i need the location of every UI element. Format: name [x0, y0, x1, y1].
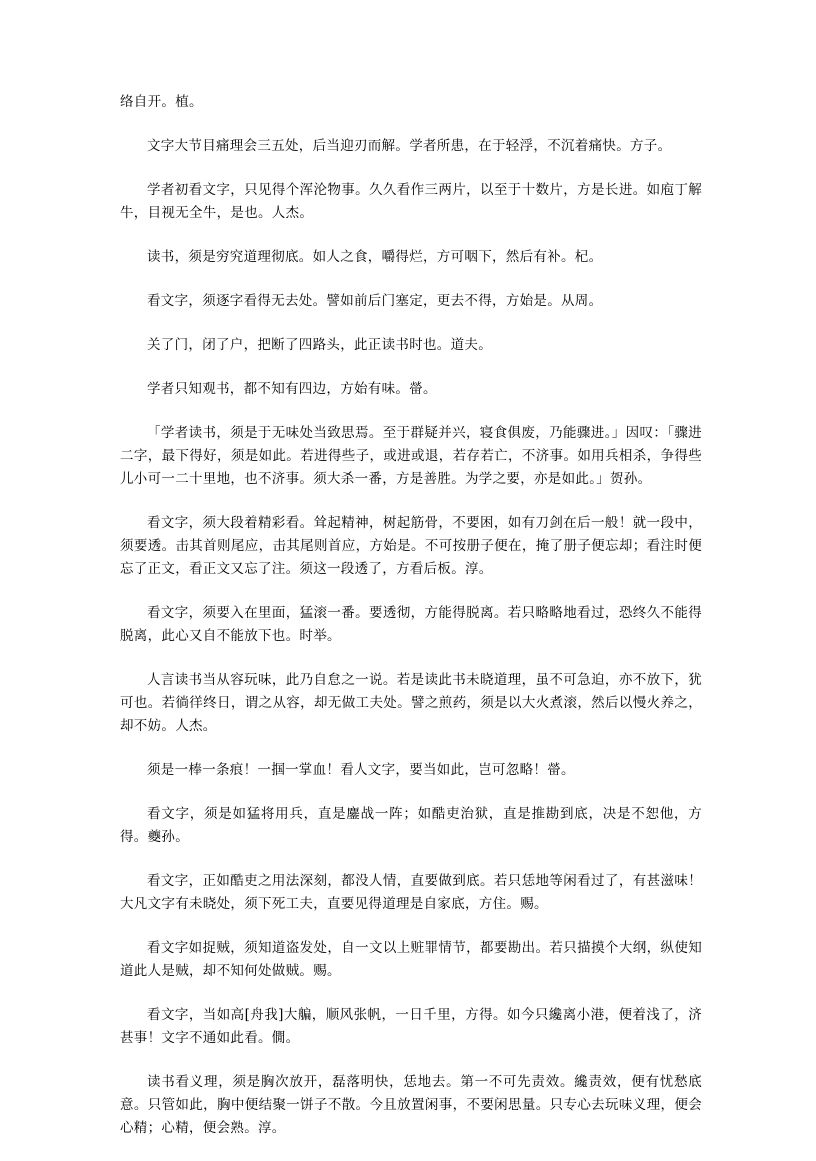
paragraph: 关了门，闭了户，把断了四路头，此正读书时也。道夫。 [147, 337, 492, 353]
paragraph: 学者初看文字，只见得个浑沦物事。久久看作三两片，以至于十数片，方是长进。如庖丁解牛，目视无全牛，是也。人杰。 [120, 182, 702, 221]
paragraph: 看文字，须是如猛将用兵，直是鏖战一阵；如酷吏治狱，直是推勘到底，决是不恕他，方得。夔孙。 [120, 806, 702, 845]
paragraph: 看文字，正如酷吏之用法深刻，都没人情，直要做到底。若只恁地等闲看过了，有甚滋味！大凡文字有未晓处，须下死工夫，直要见得道理是自家底，方住。赐。 [120, 873, 702, 912]
paragraph: 文字大节目痛理会三五处，后当迎刃而解。学者所患，在于轻浮，不沉着痛快。方子。 [147, 138, 672, 154]
paragraph: 看文字如捉贼，须知道盗发处，自一文以上赃罪情节，都要勘出。若只描摸个大纲，纵使知道此人是贼，却不知何处做贼。赐。 [120, 940, 702, 979]
paragraph: 人言读书当从容玩味，此乃自怠之一说。若是读此书未晓道理，虽不可急迫，亦不放下，犹可也。若徜徉终日，谓之从容，却无做工夫处。譬之煎药，须是以大火煮滚，然后以慢火养之，却不妨。人杰。 [120, 672, 702, 734]
paragraph: 读书看义理，须是胸次放开，磊落明快，恁地去。第一不可先责效。纔责效，便有忧愁底意。只管如此，胸中便结聚一饼子不散。今且放置闲事，不要闲思量。只专心去玩味义理，便会心精；心精，便会熟。淳。 [120, 1074, 702, 1136]
paragraph: 看文字，须大段着精彩看。耸起精神，树起筋骨，不要困，如有刀剑在后一般！就一段中，须要透。击其首则尾应，击其尾则首应，方始是。不可按册子便在，掩了册子便忘却；看注时便忘了正文，看正文又忘了注。须这一段透了，方看后板。淳。 [120, 515, 702, 577]
paragraph: 读书，须是穷究道理彻底。如人之食，嚼得烂，方可咽下，然后有补。杞。 [147, 249, 603, 265]
paragraph: 须是一棒一条痕！一掴一掌血！看人文字，要当如此，岂可忽略！㽦。 [147, 762, 575, 778]
paragraph: 看文字，当如高[舟我]大艑，顺风张帆，一日千里，方得。如今只纔离小港，便着浅了，济甚事！文字不通如此看。僩。 [120, 1007, 702, 1046]
paragraph: 看文字，须逐字看得无去处。譬如前后门塞定，更去不得，方始是。从周。 [147, 293, 603, 309]
paragraph: 「学者读书，须是于无味处当致思焉。至于群疑并兴，寝食俱废，乃能骤进。」因叹：「骤进二字，最下得好，须是如此。若进得些子，或进或退，若存若亡，不济事。如用兵相杀，争得些儿小可一二十里地，也不济事。须大杀一番，方是善胜。为学之要，亦是如此。」贺孙。 [120, 425, 702, 487]
document-page [120, 91, 702, 1161]
paragraph: 络自开。植。 [120, 94, 203, 110]
paragraph: 学者只知观书，都不知有四边，方始有味。㽦。 [147, 381, 437, 397]
paragraph: 看文字，须要入在里面，猛滚一番。要透彻，方能得脱离。若只略略地看过，恐终久不能得脱离，此心又自不能放下也。时举。 [120, 605, 702, 644]
